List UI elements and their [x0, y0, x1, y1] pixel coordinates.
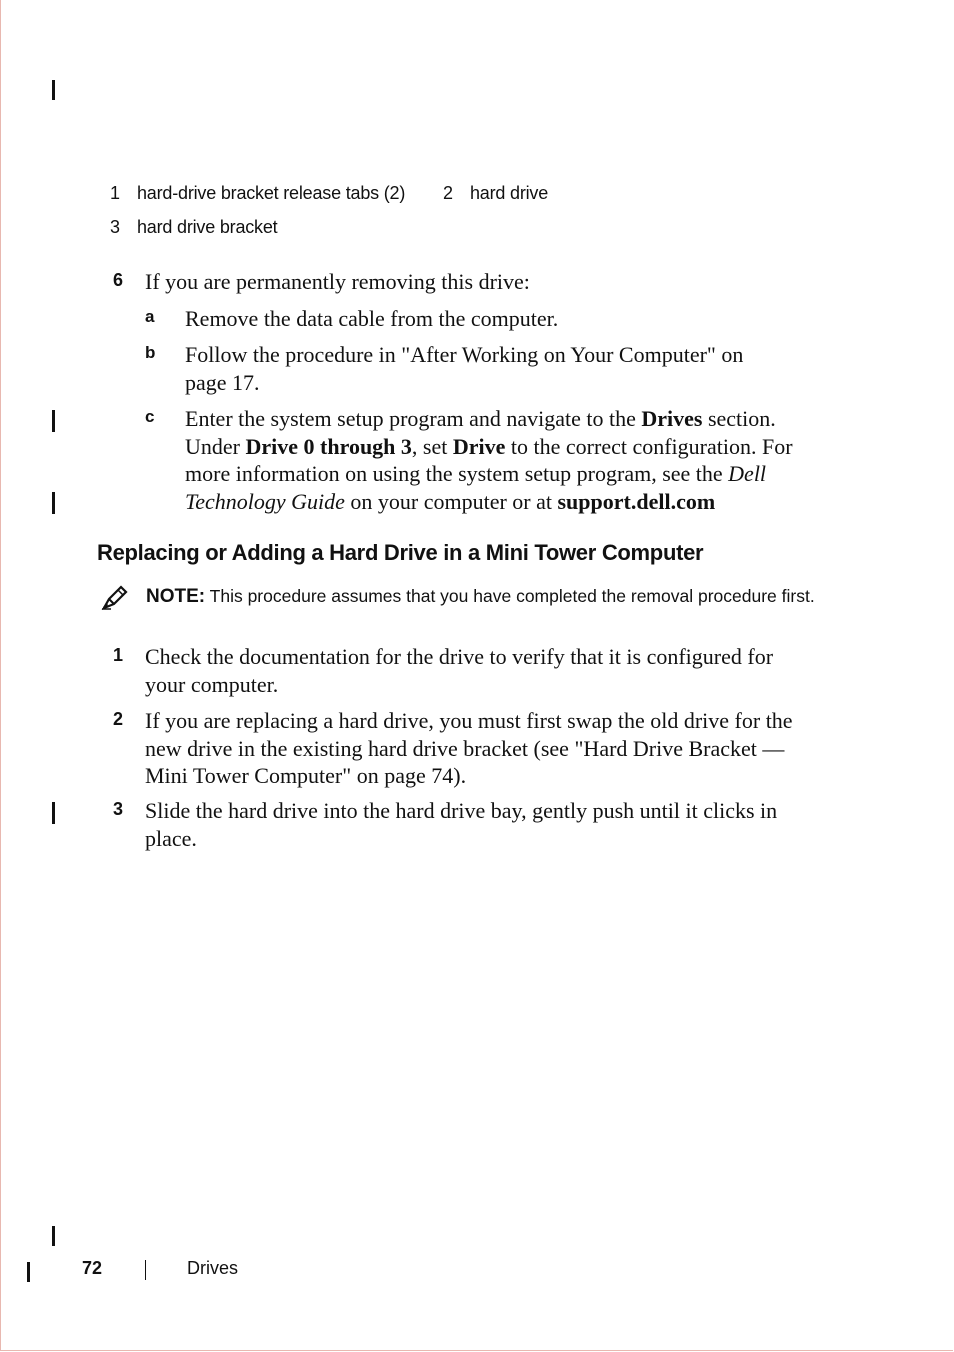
substep-a [145, 305, 815, 333]
text-run: to the correct configuration. For more information on using the system setup program, see the [185, 433, 793, 486]
ui-term: Drive 0 through 3 [245, 433, 412, 459]
change-bar [27, 1262, 30, 1282]
page-number: 72 [82, 1258, 103, 1278]
legend-label: hard-drive bracket release tabs (2) [137, 183, 406, 203]
substep-c [145, 405, 815, 515]
substep-text: Remove the data cable from the computer. [185, 306, 559, 331]
substep-letter: c [145, 407, 155, 426]
legend-number: 1 [110, 183, 120, 203]
text-run: , set [411, 433, 453, 459]
ui-term: Drive [452, 433, 506, 459]
substep-text-line: Follow the procedure in "After Working on Your Computer" on [185, 342, 744, 367]
step-number: 2 [113, 709, 124, 729]
substep-letter: b [145, 343, 156, 362]
legend-number: 3 [110, 217, 120, 237]
substep-b [145, 341, 815, 396]
step-number: 3 [113, 799, 124, 819]
change-bar [52, 802, 55, 824]
section-heading: Replacing or Adding a Hard Drive in a Mini Tower Computer [97, 540, 704, 565]
step-text: Slide the hard drive into the hard drive bay, gently push until it clicks in place. [145, 798, 778, 851]
substep-letter: a [145, 307, 155, 326]
legend-label: hard drive [470, 183, 549, 203]
figure-legend-row-2 [110, 217, 277, 238]
legend-number: 2 [443, 183, 453, 203]
change-bar [52, 410, 55, 432]
support-url: support.dell.com [557, 488, 716, 514]
substep-text [185, 405, 813, 515]
procedure-step-1 [113, 643, 813, 698]
step-text: If you are replacing a hard drive, you must first swap the old drive for the new drive in the existing hard drive bracket (see "Hard Drive Bracket — Mini Tower Computer" on page 74). [145, 708, 793, 788]
change-bar [52, 1226, 55, 1246]
text-run: on your computer or at [344, 488, 558, 514]
substep-text [185, 341, 815, 396]
chapter-title: Drives [187, 1258, 239, 1278]
footer-divider [145, 1260, 146, 1280]
figure-legend-row-1 [110, 183, 548, 204]
procedure-step-2 [113, 707, 813, 790]
step-text: Check the documentation for the drive to verify that it is configured for your computer. [145, 644, 774, 697]
document-title: Dell Technology Guide [185, 461, 767, 514]
step-number: 1 [113, 645, 124, 665]
procedure-step-6 [113, 268, 813, 296]
text-run: Enter the system setup program and navigate to the [185, 406, 642, 431]
change-bar [52, 492, 55, 514]
step-number: 6 [113, 270, 124, 290]
note-pencil-icon [101, 584, 129, 615]
note-body: This procedure assumes that you have completed the removal procedure first. [205, 586, 815, 606]
ui-term: Drives [641, 406, 703, 431]
step-text: If you are permanently removing this drive: [145, 269, 530, 294]
text-run: section. Under [185, 406, 776, 459]
change-bar [52, 80, 55, 100]
legend-label: hard drive bracket [137, 217, 278, 237]
note-label: NOTE: [146, 586, 206, 607]
substep-text-line: page 17. [185, 369, 260, 395]
note-text [146, 584, 816, 609]
procedure-step-3 [113, 797, 813, 852]
